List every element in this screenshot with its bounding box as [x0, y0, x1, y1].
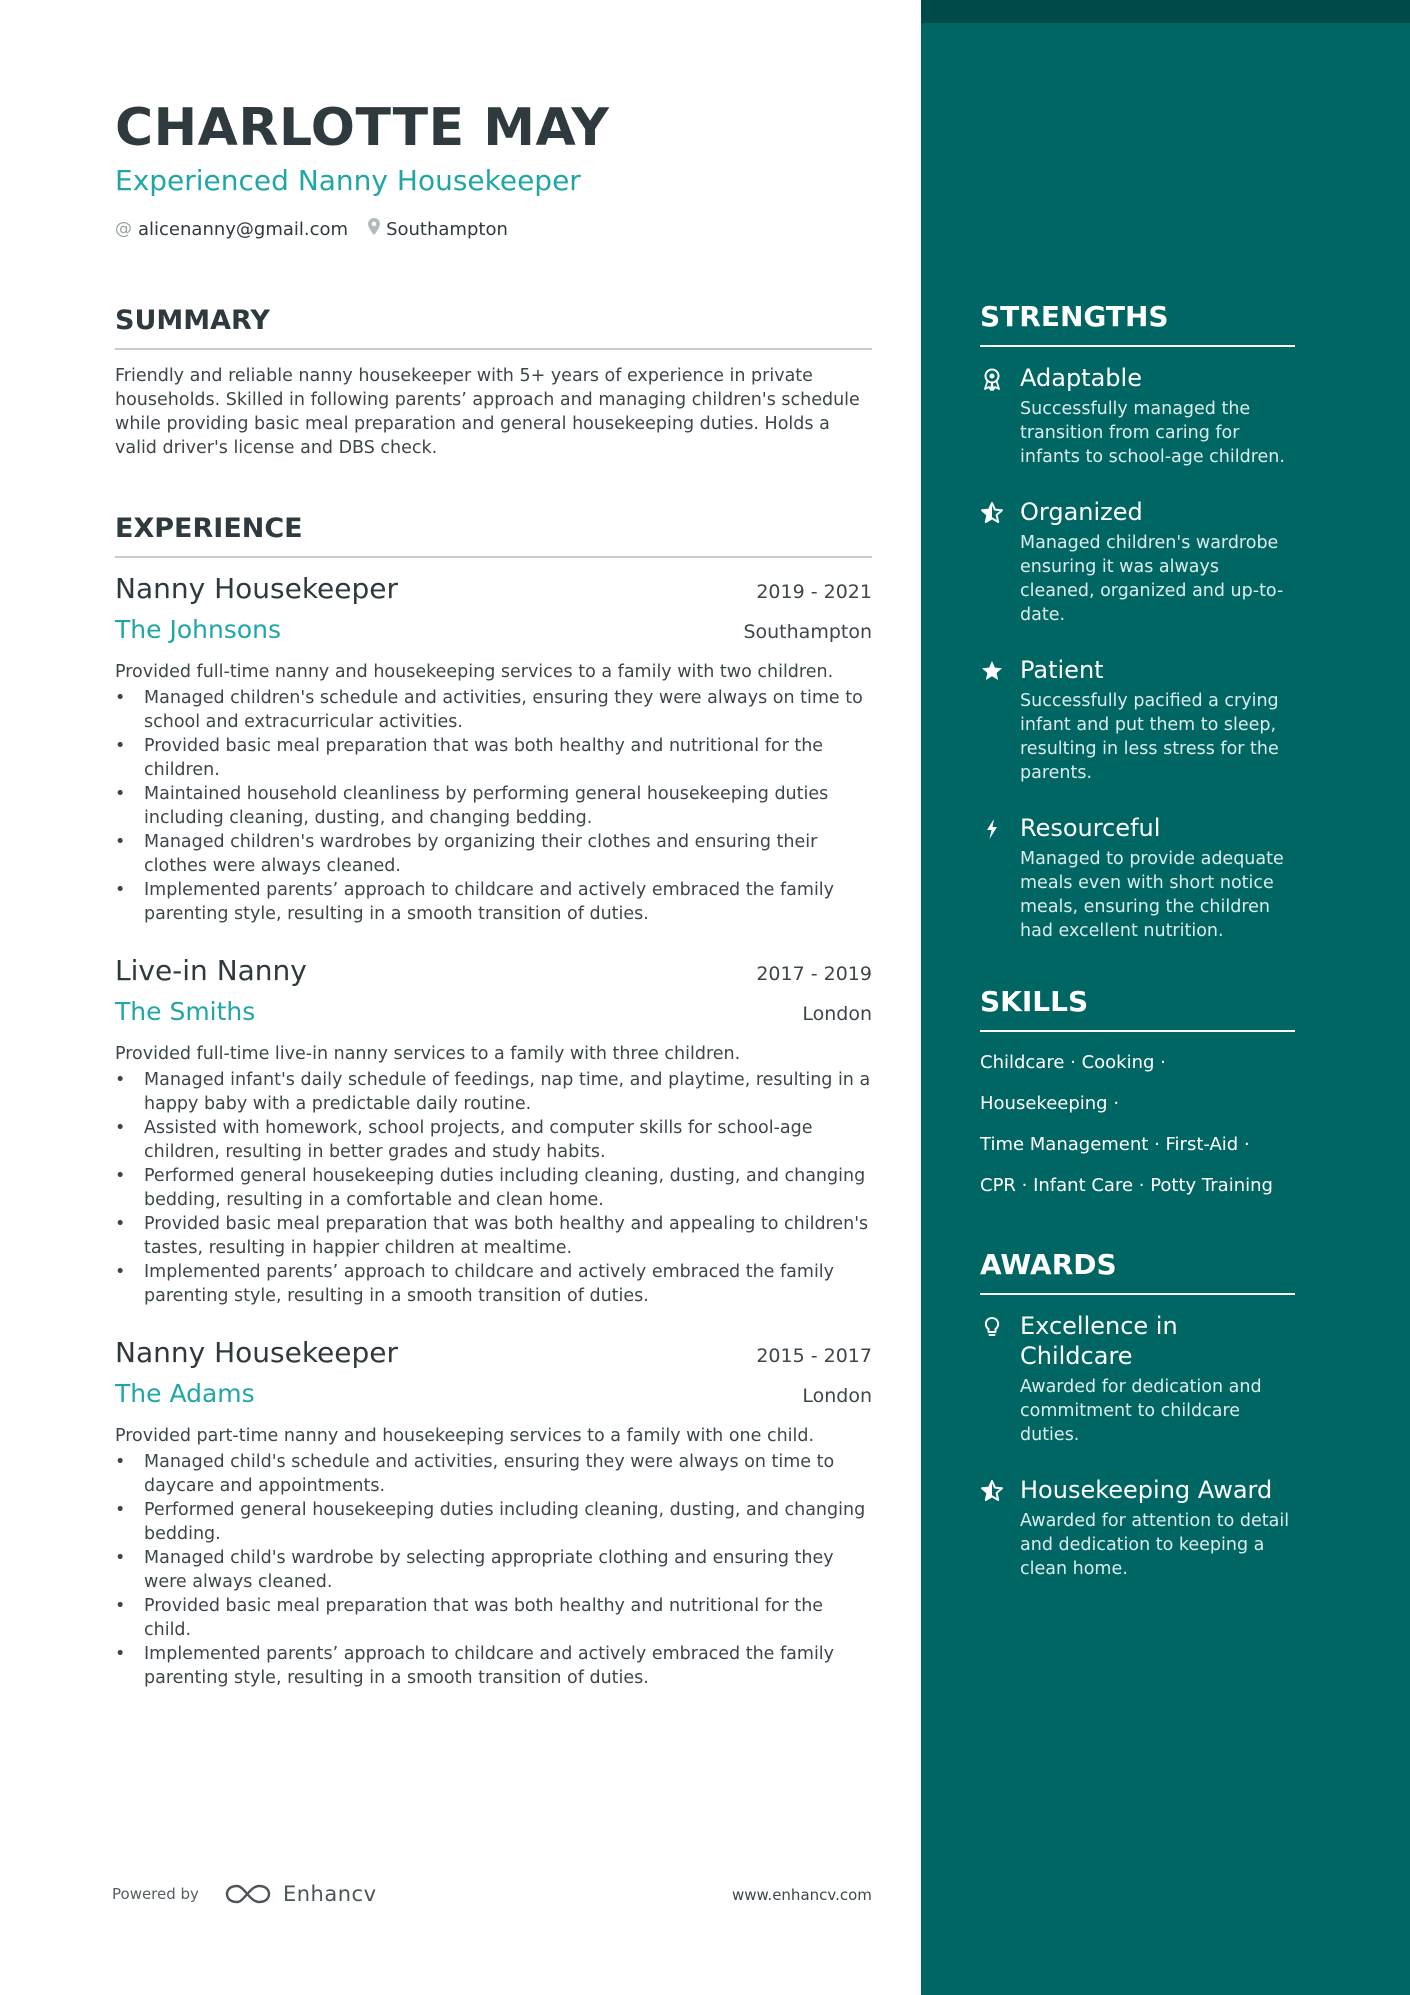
- strength-item: [980, 363, 1295, 469]
- location-text: Southampton: [386, 218, 508, 240]
- strength-title: Organized: [1020, 498, 1143, 526]
- skill-line: Time Management · First-Aid ·: [980, 1134, 1250, 1155]
- job-title: Live-in Nanny: [115, 954, 307, 987]
- bullet-item: • Performed general housekeeping duties including cleaning, dusting, and changing bedding.: [115, 1498, 872, 1546]
- sidebar-top-band: [921, 0, 1410, 23]
- candidate-title: Experienced Nanny Housekeeper: [115, 164, 581, 197]
- job-title: Nanny Housekeeper: [115, 572, 398, 605]
- strength-description: Managed to provide adequate meals even with short notice meals, ensuring the children had excellent nutrition.: [1020, 849, 1284, 941]
- job-dates: 2015 - 2017: [756, 1345, 872, 1367]
- job-description: Provided part-time nanny and housekeeping services to a family with one child.: [115, 1426, 815, 1446]
- ribbon-award-icon: [980, 367, 1004, 391]
- divider: [115, 556, 872, 558]
- bullet-item: • Implemented parents’ approach to childcare and actively embraced the family parenting style, resulting in a smooth transition of duties.: [115, 1260, 872, 1308]
- job-bullets: [115, 1068, 872, 1308]
- lightbulb-icon: [980, 1315, 1004, 1339]
- job-location: London: [802, 1385, 872, 1407]
- experience-heading: EXPERIENCE: [115, 513, 303, 544]
- summary-heading: SUMMARY: [115, 305, 270, 336]
- bullet-item: • Provided basic meal preparation that was both healthy and nutritional for the children.: [115, 734, 872, 782]
- bullet-item: • Managed infant's daily schedule of feedings, nap time, and playtime, resulting in a happy baby with a predictable daily routine.: [115, 1068, 872, 1116]
- bullet-item: • Managed children's wardrobes by organizing their clothes and ensuring their clothes were always cleaned.: [115, 830, 872, 878]
- awards-heading: AWARDS: [980, 1248, 1117, 1281]
- strengths-heading: STRENGTHS: [980, 300, 1169, 333]
- email-text[interactable]: alicenanny@gmail.com: [138, 218, 349, 240]
- bullet-item: • Managed child's schedule and activities, ensuring they were always on time to daycare and appointments.: [115, 1450, 872, 1498]
- experience-section: [115, 513, 872, 1690]
- divider: [980, 345, 1295, 347]
- candidate-name: CHARLOTTE MAY: [115, 98, 610, 158]
- bullet-item: • Maintained household cleanliness by performing general housekeeping duties including cleaning, dusting, and changing bedding.: [115, 782, 872, 830]
- bullet-item: • Provided basic meal preparation that was both healthy and nutritional for the child.: [115, 1594, 872, 1642]
- skills-list: [980, 1042, 1295, 1206]
- footer-branding: [112, 1882, 377, 1906]
- award-title: Excellence in Childcare: [1020, 1312, 1178, 1370]
- summary-text: Friendly and reliable nanny housekeeper with 5+ years of experience in private households. Skilled in following parents’ approach and managing children's schedule while providing basic meal preparation and general housekeeping duties. Holds a valid driver's license and DBS check.: [115, 366, 860, 458]
- job-bullets: [115, 1450, 872, 1690]
- skill-line: Housekeeping ·: [980, 1093, 1120, 1114]
- enhancv-logo-icon[interactable]: [225, 1882, 271, 1906]
- job-title: Nanny Housekeeper: [115, 1336, 398, 1369]
- award-title: Housekeeping Award: [1020, 1476, 1273, 1504]
- job-location: London: [802, 1003, 872, 1025]
- strength-title: Adaptable: [1020, 364, 1142, 392]
- star-half-icon: [980, 501, 1004, 525]
- skill-line: CPR · Infant Care · Potty Training: [980, 1175, 1273, 1196]
- job-location: Southampton: [743, 621, 872, 643]
- summary-section: [115, 305, 872, 460]
- job-company: The Johnsons: [115, 615, 281, 644]
- strength-item: [980, 813, 1295, 943]
- bullet-item: • Assisted with homework, school projects, and computer skills for school-age children, resulting in better grades and study habits.: [115, 1116, 872, 1164]
- contact-info: [115, 218, 508, 240]
- bullet-item: • Managed children's schedule and activities, ensuring they were always on time to school and extracurricular activities.: [115, 686, 872, 734]
- strength-title: Patient: [1020, 656, 1104, 684]
- award-description: Awarded for dedication and commitment to childcare duties.: [1020, 1377, 1262, 1445]
- award-item: [980, 1311, 1295, 1447]
- bullet-item: • Provided basic meal preparation that was both healthy and appealing to children's tastes, resulting in happier children at mealtime.: [115, 1212, 872, 1260]
- bullet-item: • Performed general housekeeping duties including cleaning, dusting, and changing bedding, resulting in a comfortable and clean home.: [115, 1164, 872, 1212]
- website-link[interactable]: www.enhancv.com: [732, 1886, 872, 1904]
- job-company: The Adams: [115, 1379, 255, 1408]
- strength-description: Managed children's wardrobe ensuring it was always cleaned, organized and up-to-date.: [1020, 533, 1284, 625]
- divider: [980, 1293, 1295, 1295]
- award-description: Awarded for attention to detail and dedication to keeping a clean home.: [1020, 1511, 1290, 1579]
- strength-item: [980, 497, 1295, 627]
- divider: [115, 348, 872, 350]
- bullet-item: • Implemented parents’ approach to childcare and actively embraced the family parenting style, resulting in a smooth transition of duties.: [115, 1642, 872, 1690]
- skills-heading: SKILLS: [980, 985, 1089, 1018]
- at-icon: @: [115, 219, 132, 239]
- strength-description: Successfully managed the transition from caring for infants to school-age children.: [1020, 399, 1285, 467]
- divider: [980, 1030, 1295, 1032]
- lightning-icon: [980, 817, 1004, 841]
- bullet-item: • Managed child's wardrobe by selecting appropriate clothing and ensuring they were always cleaned.: [115, 1546, 872, 1594]
- strength-item: [980, 655, 1295, 785]
- job-bullets: [115, 686, 872, 926]
- job-entry: [115, 572, 872, 926]
- powered-by-text: Powered by: [112, 1885, 199, 1903]
- job-entry: [115, 954, 872, 1308]
- award-item: [980, 1475, 1295, 1581]
- job-description: Provided full-time live-in nanny services to a family with three children.: [115, 1044, 741, 1064]
- job-dates: 2019 - 2021: [756, 581, 872, 603]
- job-company: The Smiths: [115, 997, 256, 1026]
- strength-description: Successfully pacified a crying infant and put them to sleep, resulting in less stress for the parents.: [1020, 691, 1279, 783]
- skill-line: Childcare · Cooking ·: [980, 1052, 1166, 1073]
- location-pin-icon: [368, 218, 380, 240]
- sidebar: [921, 0, 1410, 1995]
- star-half-icon: [980, 1479, 1004, 1503]
- strength-title: Resourceful: [1020, 814, 1161, 842]
- job-entry: [115, 1336, 872, 1690]
- job-description: Provided full-time nanny and housekeeping services to a family with two children.: [115, 662, 834, 682]
- brand-name[interactable]: Enhancv: [282, 1882, 377, 1906]
- bullet-item: • Implemented parents’ approach to childcare and actively embraced the family parenting style, resulting in a smooth transition of duties.: [115, 878, 872, 926]
- job-dates: 2017 - 2019: [756, 963, 872, 985]
- sidebar-content: [980, 300, 1295, 1581]
- star-icon: [980, 659, 1004, 683]
